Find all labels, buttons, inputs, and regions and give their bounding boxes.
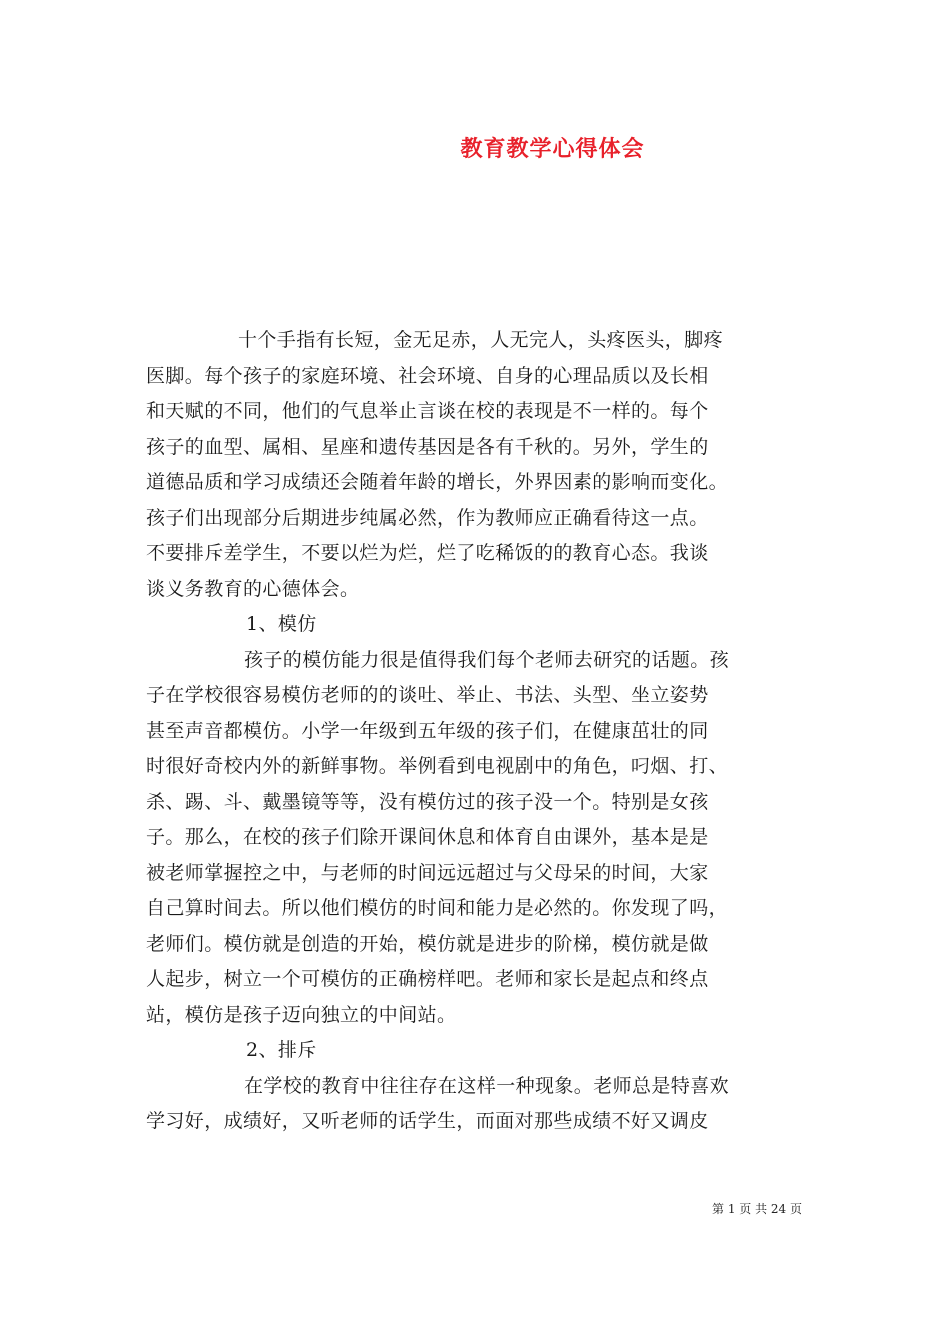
text-line: 医脚。每个孩子的家庭环境、社会环境、自身的心理品质以及长相	[146, 364, 709, 387]
text-line: 子。那么，在校的孩子们除开课间休息和体育自由课外，基本是是	[146, 826, 709, 848]
text-line: 和天赋的不同，他们的气息举止言谈在校的表现是不一样的。每个	[146, 400, 709, 422]
text-line: 子在学校很容易模仿老师的的谈吐、举止、书法、头型、坐立姿势	[146, 684, 709, 706]
text-line: 1、模仿	[246, 613, 317, 635]
text-line: 谈义务教育的心德体会。	[146, 577, 360, 600]
text-line: 甚至声音都模仿。小学一年级到五年级的孩子们，在健康茁壮的同	[146, 719, 709, 742]
text-line: 2、排斥	[246, 1039, 317, 1061]
text-line: 孩子的模仿能力很是值得我们每个老师去研究的话题。孩	[244, 648, 730, 671]
text-line: 孩子们出现部分后期进步纯属必然，作为教师应正确看待这一点。	[146, 506, 709, 529]
text-line: 孩子的血型、属相、星座和遗传基因是各有千秋的。另外，学生的	[146, 435, 709, 458]
page-footer: 第 1 页 共 24 页	[712, 1202, 802, 1216]
document-body	[146, 323, 810, 1140]
text-line: 时很好奇校内外的新鲜事物。举例看到电视剧中的角色，叼烟、打、	[146, 755, 729, 777]
text-line: 自己算时间去。所以他们模仿的时间和能力是必然的。你发现了吗，	[146, 897, 729, 919]
document-title: 教育教学心得体会	[460, 136, 645, 162]
text-line: 人起步，树立一个可模仿的正确榜样吧。老师和家长是起点和终点	[146, 968, 709, 990]
text-line: 老师们。模仿就是创造的开始，模仿就是进步的阶梯，模仿就是做	[146, 932, 709, 955]
text-line: 站，模仿是孩子迈向独立的中间站。	[146, 1003, 457, 1026]
text-line: 学习好，成绩好，又听老师的话学生，而面对那些成绩不好又调皮	[146, 1110, 709, 1132]
text-line: 道德品质和学习成绩还会随着年龄的增长，外界因素的影响而变化。	[146, 471, 729, 493]
text-line: 不要排斥差学生，不要以烂为烂，烂了吃稀饭的的教育心态。我谈	[146, 542, 709, 564]
text-line: 被老师掌握控之中，与老师的时间远远超过与父母呆的时间，大家	[146, 861, 709, 884]
text-line: 在学校的教育中往往存在这样一种现象。老师总是特喜欢	[244, 1074, 730, 1097]
text-line: 十个手指有长短，金无足赤，人无完人，头疼医头，脚疼	[238, 329, 724, 351]
text-line: 杀、踢、斗、戴墨镜等等，没有模仿过的孩子没一个。特别是女孩	[146, 790, 709, 813]
